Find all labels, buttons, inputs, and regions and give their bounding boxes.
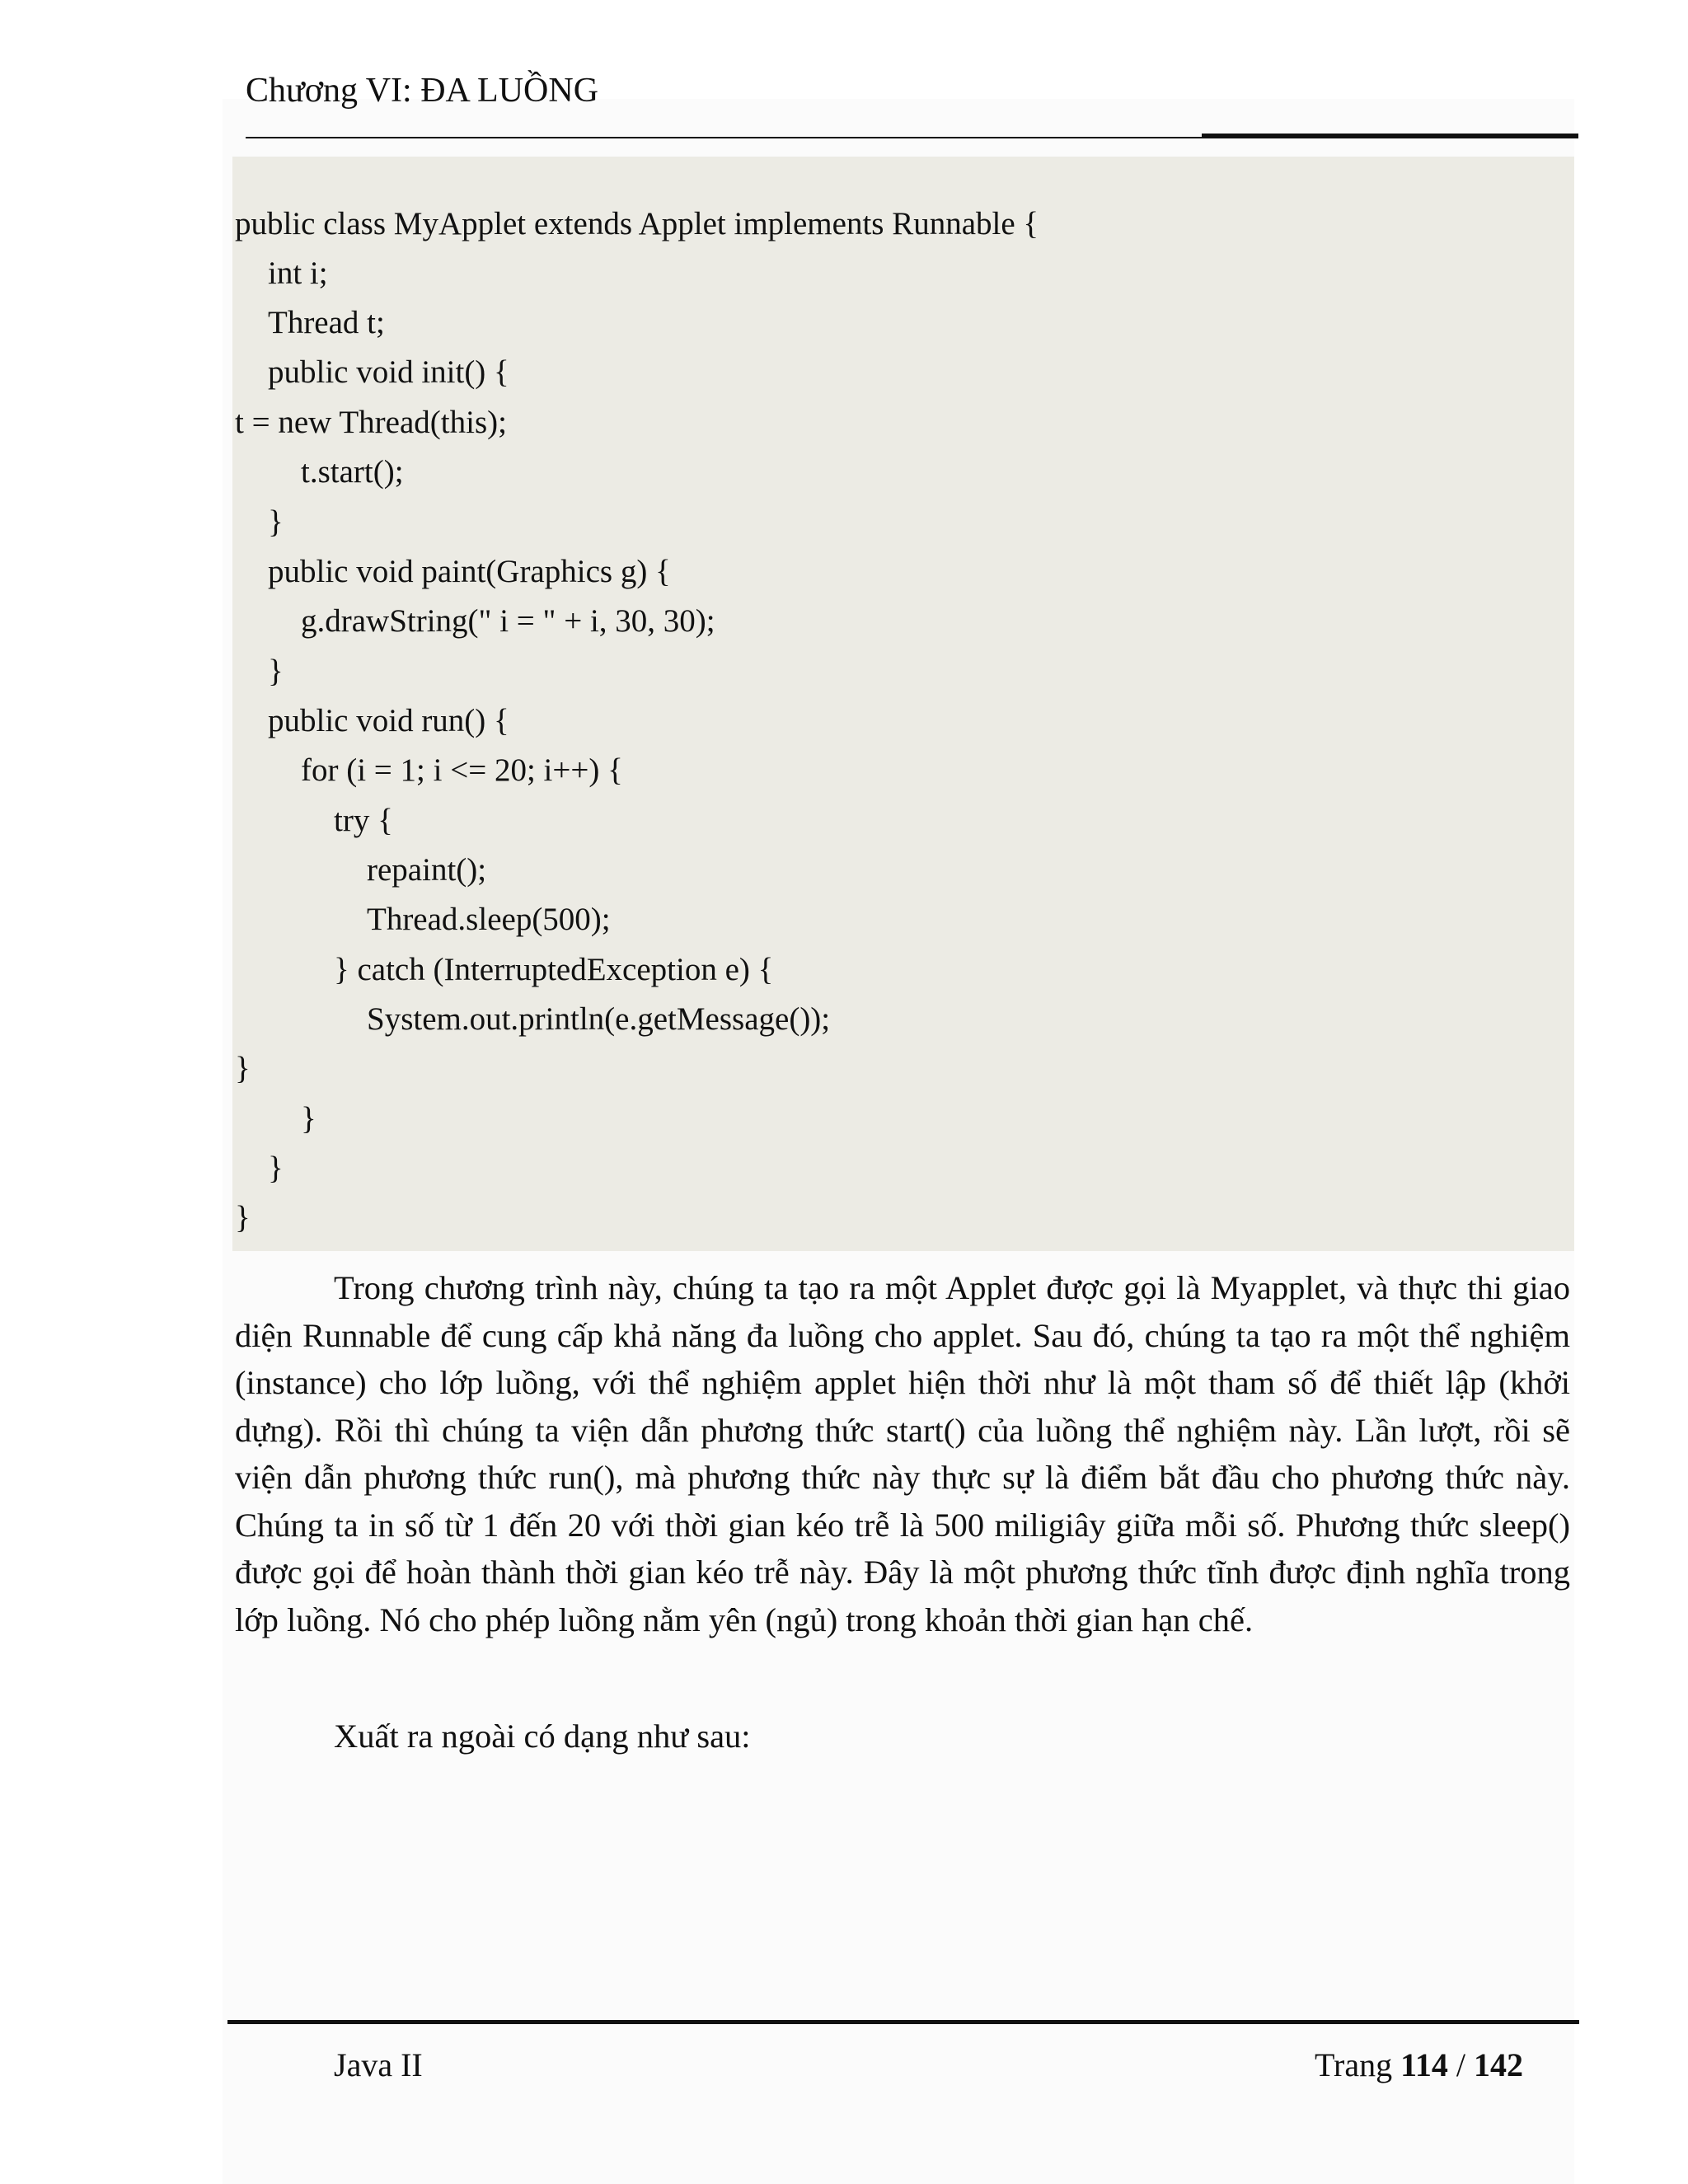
code-line: } [235, 1051, 251, 1086]
code-line: } [301, 1101, 316, 1137]
code-line: t.start(); [301, 454, 404, 490]
code-line: public class MyApplet extends Applet implements Runnable { [235, 206, 1039, 241]
code-line: repaint(); [367, 852, 487, 888]
footer-course-name: Java II [334, 2046, 423, 2083]
code-line: } [268, 1151, 284, 1186]
code-line: public void paint(Graphics g) { [268, 554, 671, 589]
code-line: } [268, 504, 284, 540]
code-line: int i; [268, 255, 328, 291]
output-intro: Xuất ra ngoài có dạng như sau: [334, 1718, 751, 1755]
code-line: } [235, 1200, 251, 1235]
code-line: System.out.println(e.getMessage()); [367, 1001, 831, 1037]
header-rule [246, 137, 1202, 138]
code-line: public void run() { [268, 703, 509, 738]
code-line: } [268, 654, 284, 689]
page-total: 142 [1474, 2046, 1523, 2083]
page-number [1315, 2042, 1523, 2088]
page-separator: / [1456, 2046, 1465, 2083]
explanation-paragraph: Trong chương trình này, chúng ta tạo ra một Applet được gọi là Myapplet, và thực thi giao diện Runnable để cung cấp khả năng đa luồng cho applet. Sau đó, chúng ta tạo ra một thể nghiệm (instance) cho lớp luồng, với thể nghiệm applet hiện thời như là một tham số để thiết lập (khởi dựng). Rồi thì chúng ta viện dẫn phương thức start() của luồng thể nghiệm này. Lần lượt, rồi sẽ viện dẫn phương thức run(), mà phương thức này thực sự là điểm bắt đầu cho phương thức này. Chúng ta in số từ 1 đến 20 với thời gian kéo trễ là 500 miligiây giữa mỗi số. Phương thức sleep() được gọi để hoàn thành thời gian kéo trễ này. Đây là một phương thức tĩnh được định nghĩa trong lớp luồng. Nó cho phép luồng nằm yên (ngủ) trong khoản thời gian hạn chế. [235, 1269, 1570, 1638]
code-line: public void init() { [268, 354, 509, 390]
code-line: Thread t; [268, 305, 385, 340]
code-line: g.drawString(" i = " + i, 30, 30); [301, 603, 715, 639]
code-line: Thread.sleep(500); [367, 902, 611, 937]
footer-rule [227, 2020, 1579, 2024]
code-line: t = new Thread(this); [235, 405, 507, 440]
page-label: Trang [1314, 2046, 1393, 2083]
code-line: } catch (InterruptedException e) { [334, 952, 774, 987]
page-current: 114 [1400, 2046, 1448, 2083]
code-line: try { [334, 803, 393, 838]
chapter-title: Chương VI: ĐA LUỒNG [246, 72, 599, 110]
code-line: for (i = 1; i <= 20; i++) { [301, 752, 623, 788]
header-rule-accent [1202, 134, 1578, 138]
